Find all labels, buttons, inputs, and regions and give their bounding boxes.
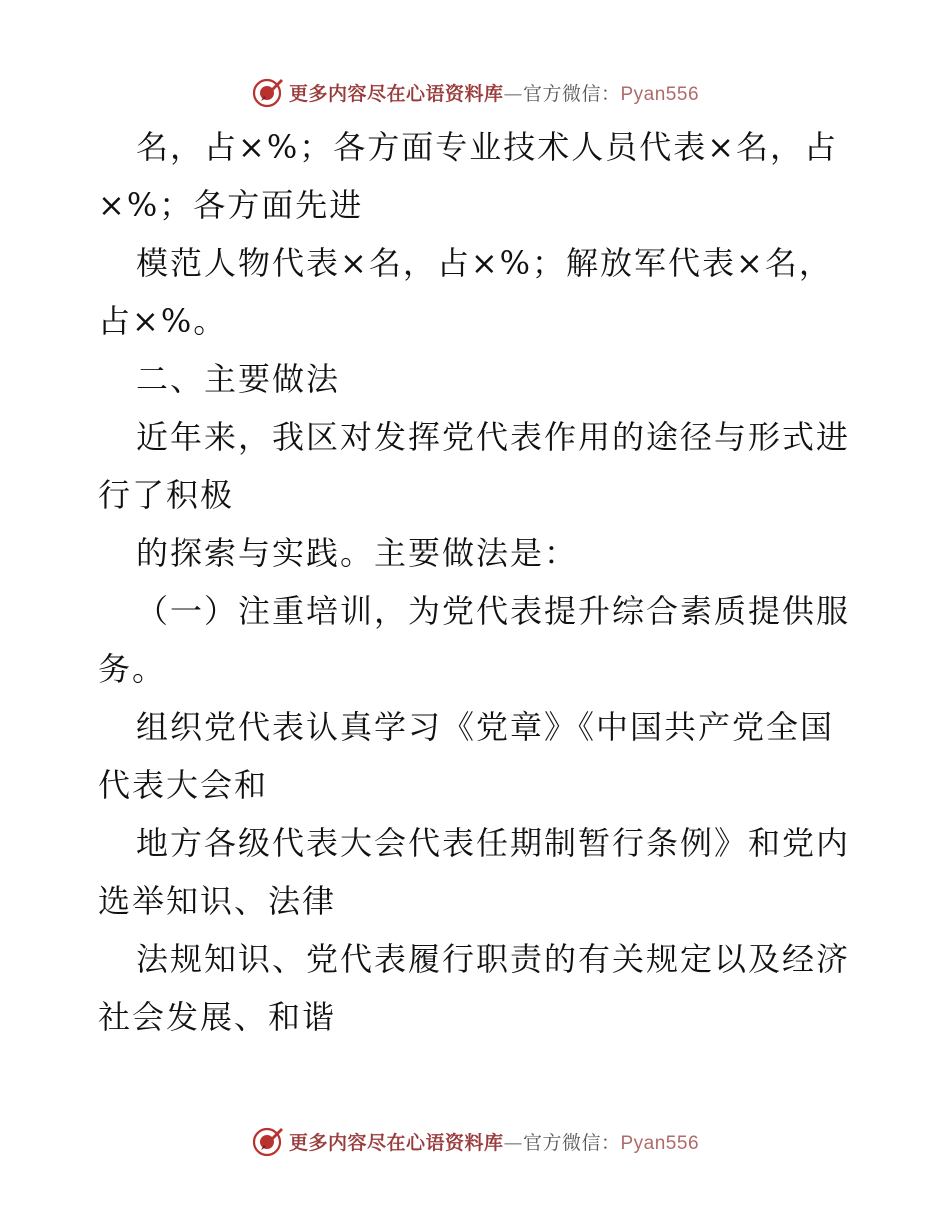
watermark-wechat-label: 官方微信： bbox=[522, 1131, 621, 1154]
text-line: 选举知识、法律 bbox=[98, 882, 337, 920]
text-line: ×%；各方面先进 bbox=[98, 186, 364, 224]
watermark-main-text: 更多内容尽在心语资料库 bbox=[288, 82, 504, 105]
document-body bbox=[98, 118, 858, 1046]
watermark-dash: — bbox=[503, 82, 523, 105]
quill-seal-icon bbox=[251, 1124, 285, 1158]
watermark-wechat-id: Pyan556 bbox=[620, 1132, 700, 1154]
watermark-wechat-label: 官方微信： bbox=[522, 82, 621, 105]
watermark-wechat-id: Pyan556 bbox=[620, 83, 700, 105]
text-line: 地方各级代表大会代表任期制暂行条例》和党内 bbox=[136, 824, 851, 862]
watermark-main-text: 更多内容尽在心语资料库 bbox=[288, 1131, 504, 1154]
text-line: 模范人物代表×名，占×%；解放军代表×名， bbox=[136, 244, 833, 282]
text-line: 务。 bbox=[98, 650, 167, 688]
text-line: 名，占×%；各方面专业技术人员代表×名，占 bbox=[136, 128, 839, 166]
text-line: 行了积极 bbox=[98, 476, 235, 514]
text-line: 占×%。 bbox=[98, 302, 228, 340]
section-heading: 二、主要做法 bbox=[136, 360, 341, 398]
text-line: 社会发展、和谐 bbox=[98, 998, 337, 1036]
text-line: 法规知识、党代表履行职责的有关规定以及经济 bbox=[136, 940, 851, 978]
text-line: 的探索与实践。主要做法是： bbox=[136, 534, 579, 572]
text-line: 代表大会和 bbox=[98, 766, 269, 804]
subsection-heading: （一）注重培训，为党代表提升综合素质提供服 bbox=[136, 592, 851, 630]
quill-seal-icon bbox=[251, 75, 285, 109]
header-watermark bbox=[0, 72, 950, 112]
footer-watermark bbox=[0, 1121, 950, 1161]
watermark-dash: — bbox=[503, 1131, 523, 1154]
text-line: 组织党代表认真学习《党章》《中国共产党全国 bbox=[136, 708, 835, 746]
text-line: 近年来，我区对发挥党代表作用的途径与形式进 bbox=[136, 418, 851, 456]
